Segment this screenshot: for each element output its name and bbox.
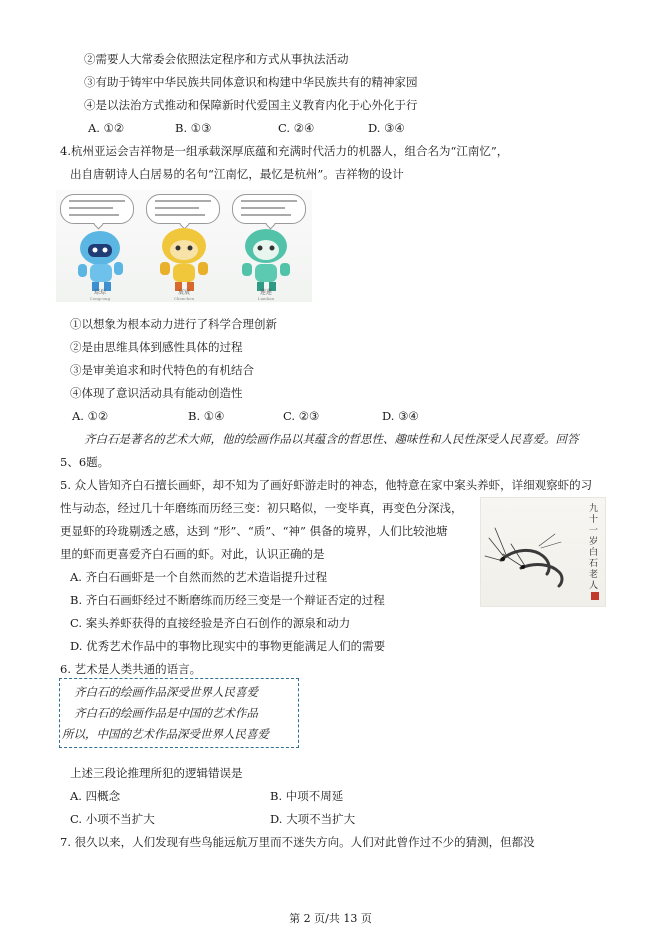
shrimp-painting <box>480 497 606 607</box>
syllogism-conclusion: 所以，中国的艺术作品深受世界人民喜爱 <box>62 727 269 741</box>
mascot-name-3: 莲莲 <box>259 289 272 296</box>
q4-choice-b: B. ①④ <box>188 409 225 423</box>
q3-choice-b: B. ①③ <box>175 121 212 135</box>
page-footer: 第 2 页/共 13 页 <box>289 912 372 925</box>
q6-option-c: C. 小项不当扩大 <box>70 812 155 826</box>
q5-option-c: C. 案头养虾获得的直接经验是齐白石创作的源泉和动力 <box>70 616 351 630</box>
mascot-pinyin-3: Lianlian <box>257 296 275 301</box>
q4-choice-c: C. ②③ <box>283 409 320 423</box>
shrimp-ink-drawing <box>481 498 605 606</box>
q4-stem-line2: 出自唐朝诗人白居易的名句“江南忆，最忆是杭州”。吉祥物的设计 <box>70 167 404 181</box>
q3-choice-c: C. ②④ <box>278 121 315 135</box>
mascot-figures <box>56 190 312 302</box>
q4-choice-a: A. ①② <box>72 409 109 423</box>
mascot-congcong <box>78 231 123 291</box>
mascot-pinyin-1: Congcong <box>89 296 111 301</box>
syllogism-major-premise: 齐白石的绘画作品深受世界人民喜爱 <box>74 685 258 699</box>
q5-stem-line4: 里的虾而更喜爱齐白石画的虾。对此，认识正确的是 <box>60 547 325 561</box>
q6-question: 上述三段论推理所犯的逻辑错误是 <box>70 766 243 780</box>
q3-option-4: ④是以法治方式推动和保障新时代爱国主义教育内化于心外化于行 <box>84 98 418 112</box>
q3-choice-a: A. ①② <box>88 121 125 135</box>
painting-inscription: 九十一岁白石老人 <box>589 504 599 591</box>
q5-stem-line3: 更显虾的玲珑剔透之感，达到 “形”、“质”、“神” 俱备的境界，人们比较池塘 <box>60 524 448 538</box>
q6-option-b: B. 中项不周延 <box>270 789 344 803</box>
syllogism-box <box>59 678 299 748</box>
seal-stamp <box>591 592 599 600</box>
q4-option-3: ③是审美追求和时代特色的有机结合 <box>70 363 254 377</box>
q4-choice-d: D. ③④ <box>382 409 419 423</box>
mascot-name-2: 宸宸 <box>177 289 190 296</box>
intro-line1: 齐白石是著名的艺术大师，他的绘画作品以其蕴含的哲思性、趣味性和人民性深受人民喜爱。回答 <box>84 432 579 446</box>
q5-option-a: A. 齐白石画虾是一个自然而然的艺术造诣提升过程 <box>70 570 328 584</box>
mascot-lianlian <box>242 229 290 291</box>
mascot-image <box>56 190 312 302</box>
q4-option-4: ④体现了意识活动具有能动创造性 <box>70 386 243 400</box>
q5-stem-line1: 5. 众人皆知齐白石擅长画虾，却不知为了画好虾游走时的神态，他特意在家中案头养虾，详细观察虾的习 <box>60 478 593 492</box>
q3-choice-d: D. ③④ <box>368 121 405 135</box>
q6-stem: 6. 艺术是人类共通的语言。 <box>60 662 202 676</box>
q5-stem-line2: 性与动态，经过几十年磨练而历经三变：初只略似，一变毕真，再变色分深浅， <box>60 501 463 515</box>
q5-option-b: B. 齐白石画虾经过不断磨练而历经三变是一个辩证否定的过程 <box>70 593 385 607</box>
intro-line2: 5、6题。 <box>60 455 110 469</box>
mascot-name-1: 琮琮 <box>93 289 106 296</box>
mascot-pinyin-2: Chenchen <box>173 296 195 301</box>
q4-option-1: ①以想象为根本动力进行了科学合理创新 <box>70 317 277 331</box>
q5-option-d: D. 优秀艺术作品中的事物比现实中的事物更能满足人们的需要 <box>70 639 386 653</box>
q6-option-a: A. 四概念 <box>70 789 121 803</box>
mascot-chenchen <box>160 228 208 291</box>
q4-stem-line1: 4.杭州亚运会吉祥物是一组承载深厚底蕴和充满时代活力的机器人，组合名为“江南忆”， <box>60 144 509 158</box>
q7-stem-line1: 7. 很久以来，人们发现有些鸟能远航万里而不迷失方向。人们对此曾作过不少的猜测，但都没 <box>60 835 535 849</box>
q6-option-d: D. 大项不当扩大 <box>270 812 356 826</box>
syllogism-minor-premise: 齐白石的绘画作品是中国的艺术作品 <box>74 706 258 720</box>
q3-option-3: ③有助于铸牢中华民族共同体意识和构建中华民族共有的精神家园 <box>84 75 418 89</box>
q3-option-2: ②需要人大常委会依照法定程序和方式从事执法活动 <box>84 52 349 66</box>
q4-option-2: ②是由思维具体到感性具体的过程 <box>70 340 243 354</box>
